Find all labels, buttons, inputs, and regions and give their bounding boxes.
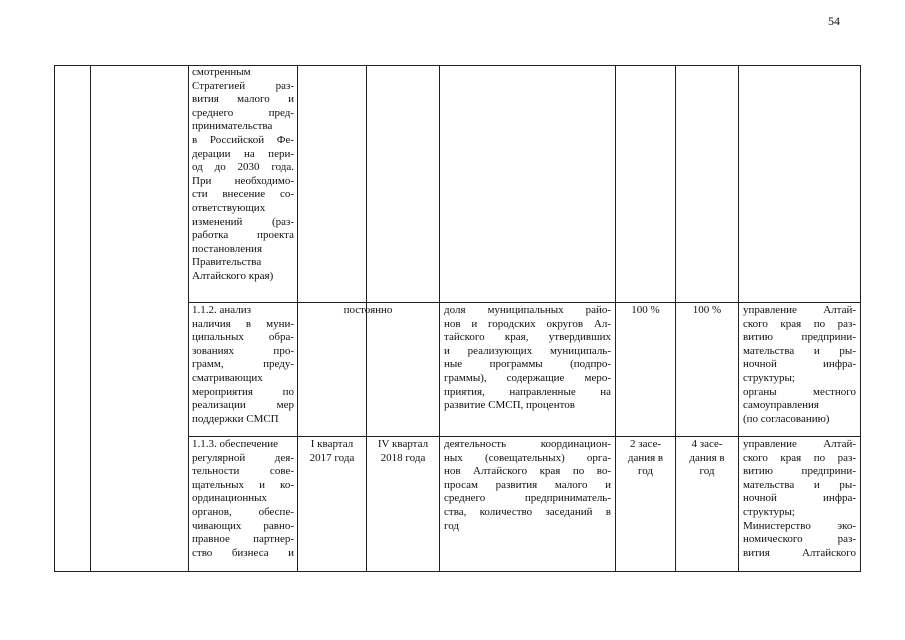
row2-executor: управление Алтай- ского края по раз- витию предприни- мательства и ры- ночной инфра- структуры; органы местного самоуправления (по согласованию) [743,304,856,425]
row2-indicator: доля муниципальных райо- нов и городских округов Ал- тайского края, утвердивших и реализующих муниципаль- ные программы (подпро- граммы), содержащие меро- приятия, направленные на развитие СМСП, процентов [444,304,611,412]
row2-term: постоянно [343,304,393,316]
row3-measure: 1.1.3. обеспечение регулярной дея- тельности сове- щательных и ко- ординационных органов, обеспе- чивающих равно- правное партнер- ство бизнеса и [192,438,294,559]
row3-value-2017: 2 засе- дания в год [627,438,664,478]
row2-value-2017: 100 % [631,304,660,316]
row1-measure: смотренным Стратегией раз- вития малого и среднего пред- принимательства в Российской Фе- дерации на пери- од до 2030 года. При необходимо- сти внесение со- ответствующих изменений (раз- работка проекта постановления Правительства Алтайского края) [192,66,294,282]
row3-start: I квартал 2017 года [309,438,355,464]
row3-executor: управление Алтай- ского края по раз- витию предприни- мательства и ры- ночной инфра- структуры; Министерство эко- номического раз- вития Алтайского [743,438,856,559]
row2-measure: 1.1.2. анализ наличия в муни- ципальных обра- зованиях про- грамм, преду- сматривающих мероприятия по реализации мер поддержки СМСП [192,304,294,425]
row3-value-2018: 4 засе- дания в год [689,438,725,478]
measures-table [54,65,861,572]
row3-end: IV квартал 2018 года [377,438,429,464]
page-number: 54 [828,14,840,28]
row3-indicator: деятельность координацион- ных (совещательных) орга- нов Алтайского края по во- просам развития малого и среднего предприниматель- ства, количество заседаний в год [444,438,611,532]
row2-value-2018: 100 % [692,304,722,316]
